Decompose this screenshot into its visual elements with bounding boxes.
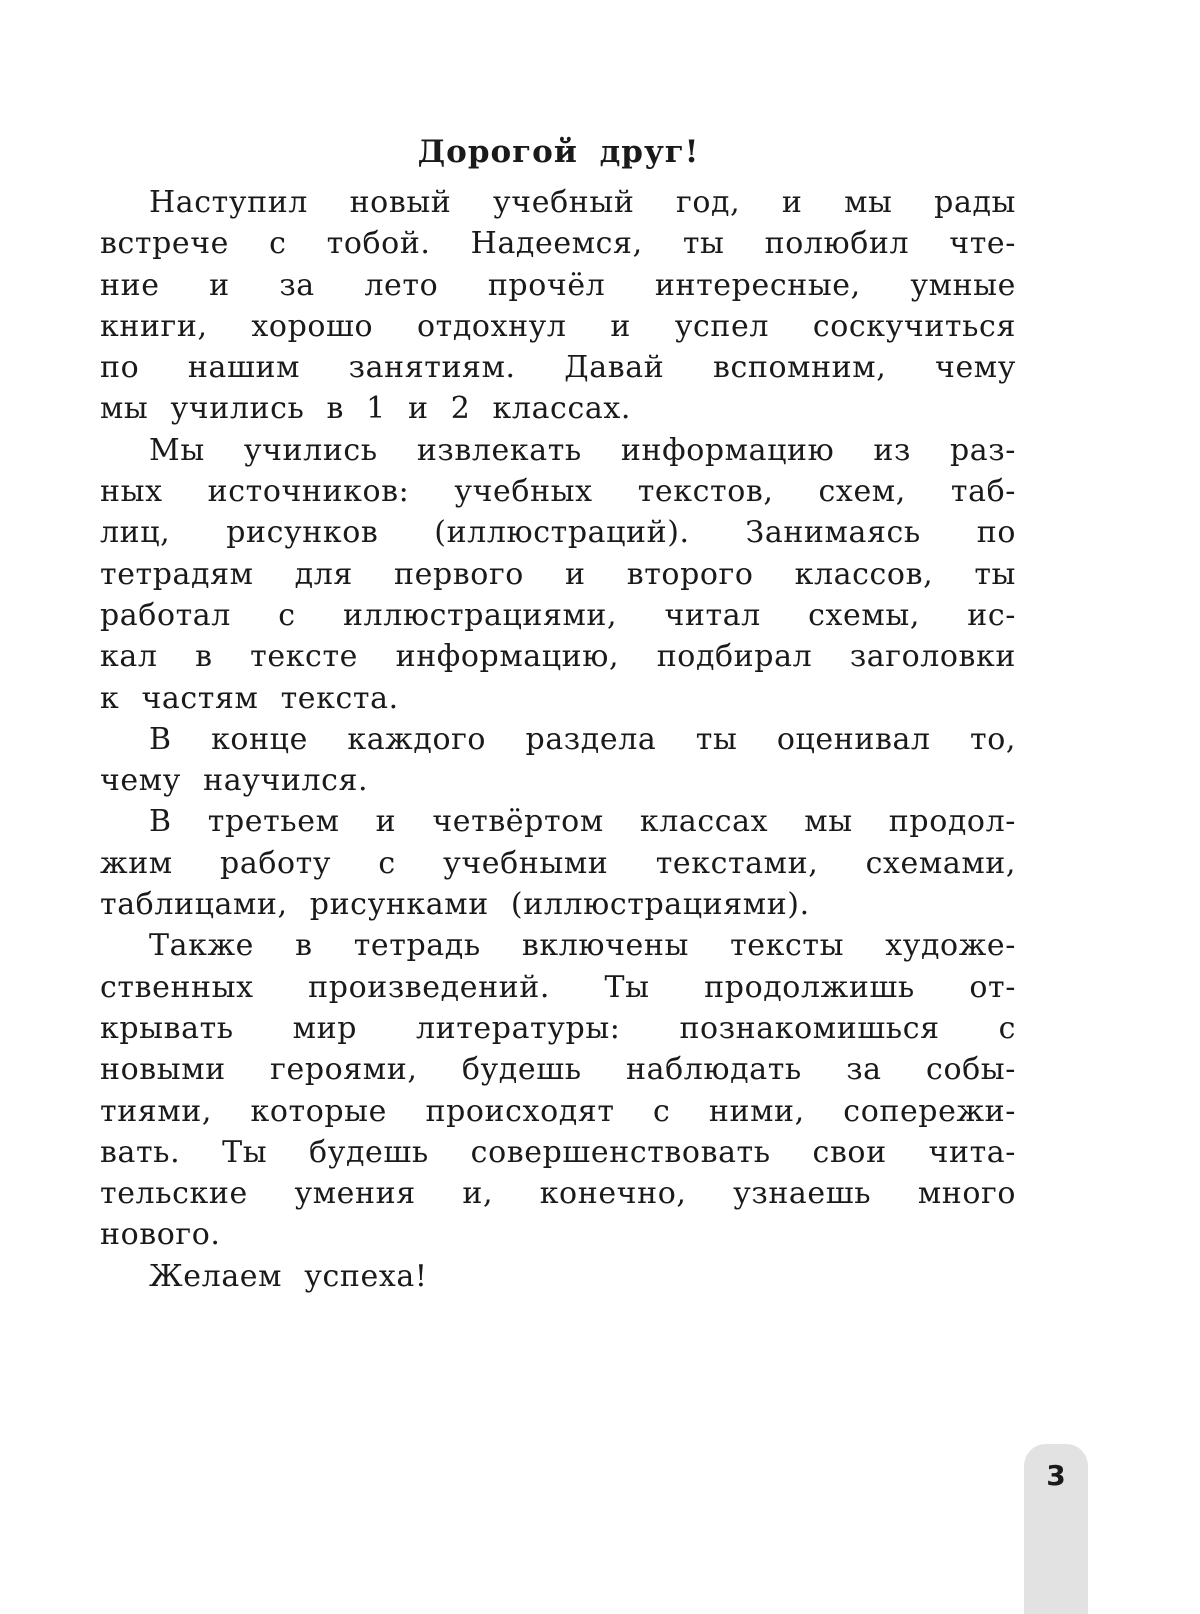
page-title: Дорогой друг! [417,134,700,170]
text-line: Мы учились извлекать информацию из раз- [149,432,1016,468]
text-line: таблицами, рисунками (иллюстрациями). [100,887,810,923]
text-line: Также в тетрадь включены тексты художе- [149,928,1016,964]
text-line: В третьем и четвёртом классах мы продол- [149,804,1016,840]
text-line: крывать мир литературы: познакомишься с [100,1010,1016,1046]
text-line: ние и за лето прочёл интересные, умные [100,267,1016,303]
text-line: мы учились в 1 и 2 классах. [100,391,631,427]
text-line: по нашим занятиям. Давай вспомним, чему [100,350,1016,386]
text-line: ных источников: учебных текстов, схем, таб- [100,474,1016,510]
text-line: тиями, которые происходят с ними, сопережи- [100,1093,1016,1129]
text-line: встрече с тобой. Надеемся, ты полюбил чте- [100,226,1016,262]
text-line: Желаем успеха! [149,1258,428,1294]
text-line: нового. [100,1217,221,1253]
text-line: ственных произведений. Ты продолжишь от- [100,969,1016,1005]
text-line: Наступил новый учебный год, и мы рады [149,185,1016,220]
text-line: жим работу с учебными текстами, схемами, [100,845,1016,881]
text-line: чему научился. [100,763,369,799]
text-line: тельские умения и, конечно, узнаешь много [100,1176,1016,1212]
text-line: работал с иллюстрациями, читал схемы, ис- [100,597,1016,633]
text-line: к частям текста. [100,680,399,716]
text-line: лиц, рисунков (иллюстраций). Занимаясь по [100,515,1016,551]
page-number: 3 [1046,1459,1066,1492]
text-line: кал в тексте информацию, подбирал заголовки [100,639,1016,675]
text-line: книги, хорошо отдохнул и успел соскучиться [100,308,1016,344]
text-line: вать. Ты будешь совершенствовать свои чита- [100,1134,1016,1170]
letter-body [100,182,1016,1297]
text-line: тетрадям для первого и второго классов, ты [100,556,1016,592]
text-line: новыми героями, будешь наблюдать за собы- [100,1052,1016,1088]
text-line: В конце каждого раздела ты оценивал то, [149,721,1016,757]
